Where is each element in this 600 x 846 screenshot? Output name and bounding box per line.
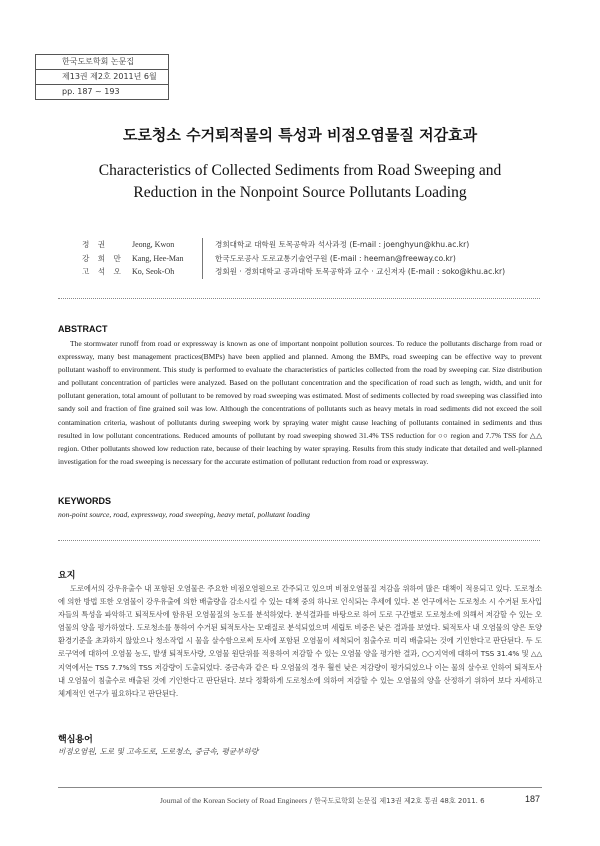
- author-affiliation: 정회원 · 경희대학교 공과대학 토목공학과 교수 · 교신저자 (E-mail : soko@khu.ac.kr): [215, 267, 506, 276]
- divider: [202, 265, 203, 279]
- author-affiliation: 한국도로공사 도로교통기술연구원 (E-mail : heeman@freeway.co.kr): [215, 253, 456, 263]
- author-name-en: Ko, Seok-Oh: [132, 267, 175, 276]
- author-name-en: Jeong, Kwon: [132, 240, 175, 249]
- author-name-ko: 고 석 오: [82, 267, 124, 276]
- title-korean: 도로청소 수거퇴적물의 특성과 비점오염물질 저감효과: [122, 126, 478, 144]
- keywords-heading: KEYWORDS: [58, 496, 112, 506]
- author-list: [82, 238, 505, 279]
- footer-citation: [160, 796, 485, 806]
- journal-name: 한국도로학회 논문집: [62, 57, 135, 66]
- volume-info: 제13권 제2호 2011년 6월: [36, 69, 168, 84]
- footer-journal-ko: / 한국도로학회 논문집 제13권 제2호 통권 48호 2011. 6: [307, 797, 485, 805]
- divider: [202, 252, 203, 266]
- page-number: 187: [524, 794, 540, 804]
- korean-abstract-heading: 요지: [58, 571, 76, 581]
- author-row: [82, 238, 505, 252]
- author-row: [82, 252, 505, 266]
- author-affiliation: 경희대학교 대학원 토목공학과 석사과정 (E-mail : joenghyun@khu.ac.kr): [215, 240, 470, 249]
- footer-journal-en: Journal of the Korean Society of Road Engineers: [160, 796, 308, 805]
- abstract-heading: ABSTRACT: [58, 324, 108, 334]
- abstract-text: The stormwater runoff from road or expressway is known as one of important nonpoint pollution sources. To reduce the pollutants discharge from road or expressway, many best management practices(BMPs) have been applied and planned. Among the BMPs, road sweeping can be effective way to prevent pollutant washoff to environment. This study is performed to evaluate the characteristics of particles collected from the road by sweeping car. Size distribution and pollutant concentration of particles were analyzed. Based on the pollutant concentration and the specification of road such as length, width, and unit for pollutant generation, total amount of pollutant to be removed by road sweeping was estimated. Most of sediments collected by road sweeping was classified into sandy soil and fraction of fine grained soil was low. Although the concentrations of pollutants such as heavy metals in road sediments did not exceed the soil contamination criteria, washout of pollutants during sweeping work by spraying water might cause leaching of pollutants contained in sediments and thus resulted in low pollutant concentrations. Reduced amounts of pollutant by road sweeping showed 31.4% TSS reduction for ○○ region and 7.7% TSS for △△ region. Other pollutants showed low reduction rate, because of their leaching by water spraying. Results from this study indicate that detailed and well-planned investigation for the road sweeping is necessary for the accurate estimation of pollutant reduction from road or expressway.: [58, 339, 542, 466]
- page-range: pp. 187 ~ 193: [36, 84, 168, 99]
- author-row: [82, 265, 505, 279]
- author-name-en: Kang, Hee-Man: [132, 253, 184, 263]
- author-name-ko: 강 희 만: [82, 253, 124, 263]
- journal-info-box: [35, 54, 169, 100]
- footer-rule: [58, 787, 542, 788]
- author-name-ko: 정 권: [82, 240, 109, 249]
- divider: [202, 238, 203, 252]
- korean-abstract-text: 도로에서의 강우유출수 내 포함된 오염물은 주요한 비점오염원으로 간주되고 있으며 비점오염물질 저감을 위하여 많은 대책이 적용되고 있다. 도로청소에 의한 방법 또한 오염물이 강우유출에 의한 배출량을 감소시킬 수 있는 대책 중의 하나로 인식되는 추세에 있다. 본 연구에서는 도로청소 시 수거된 토사입자들의 특성을 파악하고 퇴적토사에 함유된 오염물질의 농도를 분석하였다. 분석결과를 바탕으로 하여 도로 구간별로 도로청소에 의해서 저감할 수 있는 오염물의 양을 평가하였다. 도로청소를 통하여 수거된 퇴적토사는 모래질로 분석되었으며 세립토 비중은 낮은 결과를 보였다. 퇴적토사 내 오염물의 양은 토양환경기준을 초과하지 않았으나 청소작업 시 물을 살수함으로써 토사에 포함된 오염물이 세척되어 침출수로 미리 배출되는 것에 기인한다고 판단된다. 두 도로구역에 대하여 오염물 농도, 발생 퇴적토사량, 오염물 원단위를 적용하여 저감할 수 있는 오염물 양을 평가한 결과, ○○지역에 대하여 TSS 31.4% 및 △△지역에서는 TSS 7.7%의 TSS 저감량이 도출되었다. 중금속과 같은 타 오염물의 경우 훨씬 낮은 저감량이 평가되었으나 이는 물의 살수로 인하여 퇴적토사 내 오염물이 침출수로 배출된 것에 기인한다고 판단된다. 보다 정확하게 도로청소에 의하여 저감할 수 있는 오염물의 양을 산정하기 위하여 보다 자세하고 체계적인 연구가 필요하다고 판단된다.: [58, 584, 542, 698]
- korean-keywords-heading: 핵심용어: [58, 735, 93, 745]
- title-english: Characteristics of Collected Sediments from Road Sweeping and Reduction in the Nonpoint Source Pollutants Loading: [98, 162, 502, 201]
- korean-keywords-text: 비점오염원, 도로 및 고속도로, 도로청소, 중금속, 평균부하량: [58, 747, 259, 756]
- separator-line: [58, 298, 540, 299]
- keywords-text: non-point source, road, expressway, road sweeping, heavy metal, pollutant loading: [58, 510, 310, 519]
- separator-line: [58, 540, 540, 541]
